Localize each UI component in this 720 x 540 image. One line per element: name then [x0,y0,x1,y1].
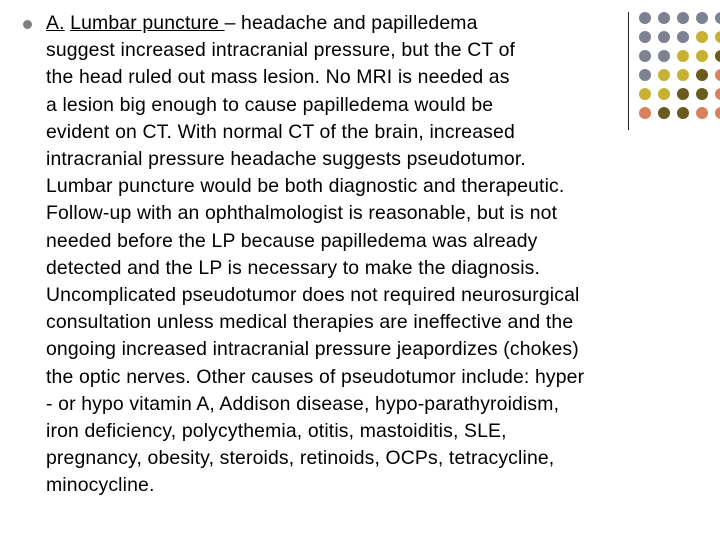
body-line: intracranial pressure headache suggests pseudotumor. [46,148,526,171]
body-line: - or hypo vitamin A, Addison disease, hypo-parathyroidism, [46,392,560,415]
slide-body-text [46,10,716,500]
body-line: suggest increased intracranial pressure, but the CT of [46,39,516,62]
body-line: evident on CT. With normal CT of the brain, increased [46,120,515,143]
body-line: Follow-up with an ophthalmologist is reasonable, but is not [46,202,558,225]
body-line: ongoing increased intracranial pressure jeapordizes (chokes) [46,338,579,361]
body-line: the head ruled out mass lesion. No MRI is needed as [46,66,510,89]
body-line: consultation unless medical therapies are ineffective and the [46,311,574,334]
heading-dash-text: – headache and papilledema [224,12,478,34]
heading-term: Lumbar puncture [70,12,225,34]
heading-line [46,10,716,37]
body-line: detected and the LP is necessary to make the diagnosis. [46,256,541,279]
body-line: iron deficiency, polycythemia, otitis, mastoiditis, SLE, [46,420,507,443]
body-line: a lesion big enough to cause papilledema would be [46,93,494,116]
body-line: Uncomplicated pseudotumor does not required neurosurgical [46,284,580,307]
body-line: minocycline. [46,474,155,497]
body-line: pregnancy, obesity, steroids, retinoids, OCPs, tetracycline, [46,447,555,470]
body-line: needed before the LP because papilledema was already [46,229,538,252]
heading-letter: A. [46,12,65,34]
body-line: Lumbar puncture would be both diagnostic and therapeutic. [46,175,565,198]
body-line: the optic nerves. Other causes of pseudotumor include: hyper [46,365,585,388]
